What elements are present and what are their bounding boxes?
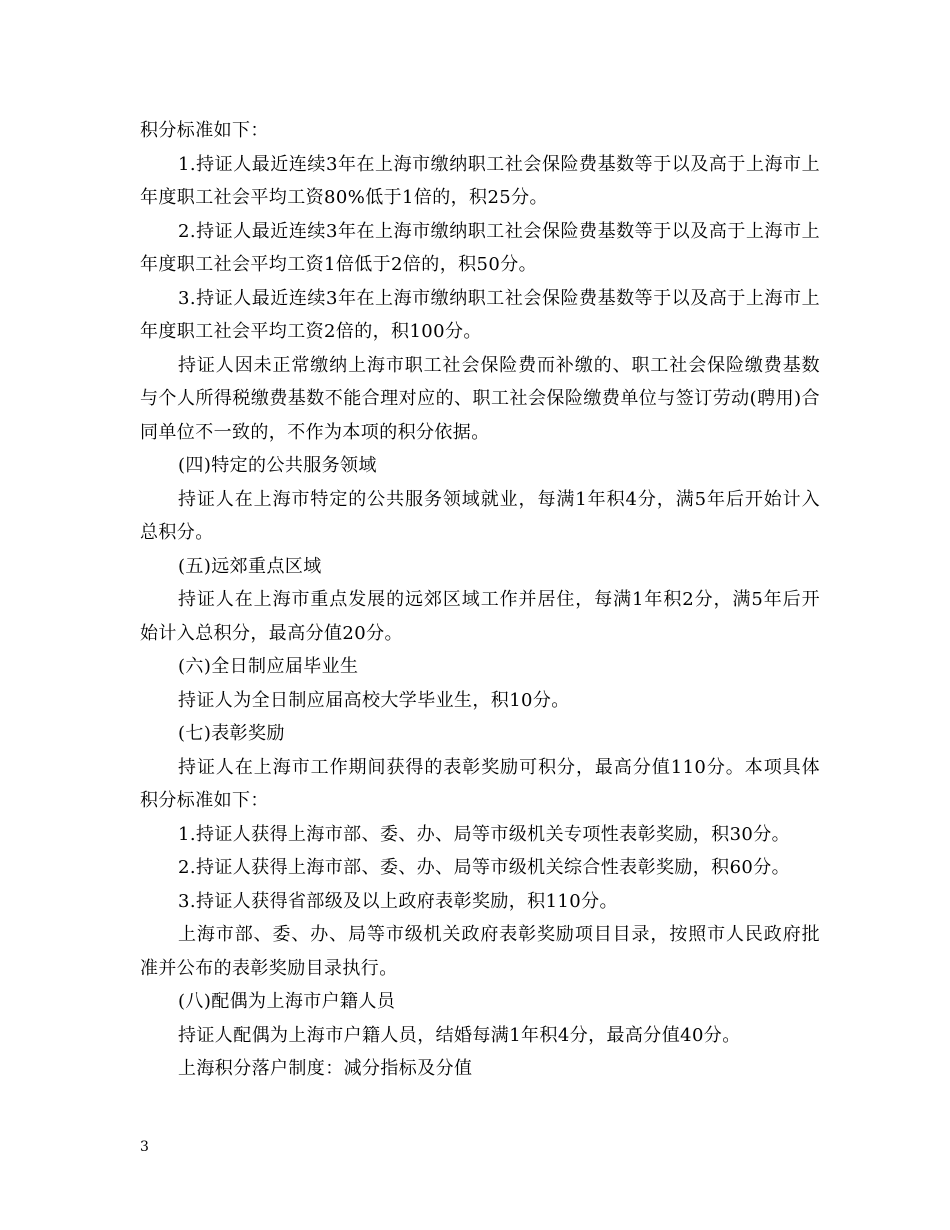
paragraph: 2.持证人获得上海市部、委、办、局等市级机关综合性表彰奖励，积60分。 [178, 857, 791, 878]
paragraph: (五)远郊重点区域 [178, 555, 322, 577]
paragraph: 持证人因未正常缴纳上海市职工社会保险费而补缴的、职工社会保险缴费基数与个人所得税缴费基数不能合理对应的、职工社会保险缴费单位与签订劳动(聘用)合同单位不一致的，不作为本项的积分依据。 [140, 354, 820, 443]
paragraph: 持证人配偶为上海市户籍人员，结婚每满1年积4分，最高分值40分。 [178, 1024, 741, 1046]
paragraph: 上海市部、委、办、局等市级机关政府表彰奖励项目目录，按照市人民政府批准并公布的表彰奖励目录执行。 [140, 924, 820, 979]
paragraph: 1.持证人获得上海市部、委、办、局等市级机关专项性表彰奖励，积30分。 [178, 823, 791, 845]
paragraph: (六)全日制应届毕业生 [178, 656, 359, 677]
paragraph: 持证人在上海市工作期间获得的表彰奖励可积分，最高分值110分。本项具体积分标准如下： [140, 756, 820, 811]
paragraph: (七)表彰奖励 [178, 723, 285, 744]
paragraph: 3.持证人获得省部级及以上政府表彰奖励，积110分。 [178, 890, 618, 912]
paragraph: (八)配偶为上海市户籍人员 [178, 991, 396, 1012]
paragraph: 积分标准如下： [140, 120, 269, 141]
page-number: 3 [140, 1139, 149, 1155]
paragraph: 持证人在上海市特定的公共服务领域就业，每满1年积4分，满5年后开始计入总积分。 [140, 488, 820, 543]
paragraph: 2.持证人最近连续3年在上海市缴纳职工社会保险费基数等于以及高于上海市上年度职工社会平均工资1倍低于2倍的，积50分。 [140, 220, 820, 275]
document-body [140, 114, 820, 1086]
paragraph: (四)特定的公共服务领域 [178, 455, 377, 476]
paragraph: 3.持证人最近连续3年在上海市缴纳职工社会保险费基数等于以及高于上海市上年度职工社会平均工资2倍的，积100分。 [140, 287, 820, 342]
paragraph: 1.持证人最近连续3年在上海市缴纳职工社会保险费基数等于以及高于上海市上年度职工社会平均工资80%低于1倍的，积25分。 [140, 153, 820, 208]
paragraph: 持证人为全日制应届高校大学毕业生，积10分。 [178, 689, 570, 711]
paragraph: 持证人在上海市重点发展的远郊区域工作并居住，每满1年积2分，满5年后开始计入总积分，最高分值20分。 [140, 589, 820, 644]
paragraph: 上海积分落户制度：减分指标及分值 [178, 1058, 473, 1079]
